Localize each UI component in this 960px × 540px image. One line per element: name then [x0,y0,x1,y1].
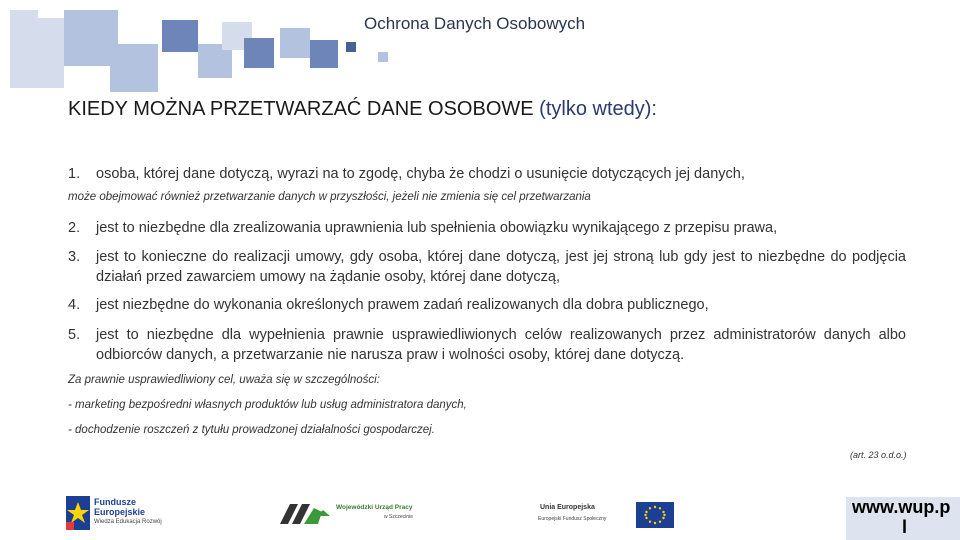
wup-emblem-icon [278,498,330,528]
list-item [68,247,906,287]
deco-square [244,38,274,68]
list-item-text: jest to niezbędne dla wypełnienia prawnie usprawiedliwionych celów realizowanych przez administratorów danych albo odbiorców danych, a przetwarzanie nie narusza praw i wolności osoby, której dane dotyczą. [96,327,906,363]
deco-square [10,10,38,48]
eu-flag-icon [636,502,674,528]
fundusze-star-icon [66,496,90,530]
list-item-number: 2. [68,220,81,236]
logo1-line3: Wiedza Edukacja Rozwój [94,519,162,525]
logo1-line2: Europejskie [94,507,146,517]
list-item [68,325,906,365]
list-item [68,164,906,184]
item-note: może obejmować również przetwarzanie danych w przyszłości, jeżeli nie zmienia się cel przetwarzania [68,191,591,203]
eu-logo [536,500,676,534]
list-item-number: 3. [68,249,81,265]
legitimate-purpose-item: - marketing bezpośredni własnych produktów lub usług administratora danych, [68,399,467,411]
logo2-line1: Wojewódzki Urząd Pracy [336,504,413,511]
website-line2: l [902,517,908,537]
list-item-number: 5. [68,327,81,343]
deco-square [346,42,356,52]
page-title [68,98,657,121]
wup-logo [278,498,438,536]
deco-square [280,28,310,58]
list-item-number: 4. [68,297,81,313]
list-item-text: osoba, której dane dotyczą, wyrazi na to zgodę, chyba że chodzi o usunięcie dotyczących jej danych, [96,166,745,182]
list-item-text: jest to konieczne do realizacji umowy, gdy osoba, której dane dotyczą, jest jej stroną lub gdy jest to niezbędne do podjęcia działań przed zawarciem umowy na żądanie osoby, której dane dotyczą, [96,249,906,285]
list-item-text: jest to niezbędne dla zrealizowania uprawnienia lub spełnienia obowiązku wynikającego z przepisu prawa, [96,220,778,236]
legitimate-purpose-item: - dochodzenie roszczeń z tytułu prowadzonej działalności gospodarczej. [68,424,435,436]
deco-square [378,52,388,62]
deco-square [310,40,338,68]
deco-square [110,44,158,92]
deco-square [10,48,64,88]
page-title-suffix: (tylko wtedy): [539,98,657,120]
list-item [68,295,906,315]
page-title-main: KIEDY MOŻNA PRZETWARZAĆ DANE OSOBOWE [68,98,534,120]
list-item-text: jest niezbędne do wykonania określonych prawem zadań realizowanych dla dobra publicznego, [96,297,709,313]
logo3-line1: Unia Europejska [540,504,595,511]
logo3-line2: Europejski Fundusz Społeczny [538,516,607,522]
list-item-number: 1. [68,166,81,182]
footer [0,488,960,540]
deco-square [162,20,198,52]
legitimate-purpose-heading: Za prawnie usprawiedliwiony cel, uważa się w szczególności: [68,374,380,386]
website-line1: www.wup.p [852,497,951,517]
list-item [68,218,906,238]
logo1-line1: Fundusze [94,497,136,507]
website-link[interactable] [846,497,960,540]
header-title: Ochrona Danych Osobowych [364,14,586,33]
citation: (art. 23 o.d.o.) [850,450,907,460]
logo2-line2: w Szczecinie [384,514,413,520]
fundusze-europejskie-logo [66,496,216,536]
